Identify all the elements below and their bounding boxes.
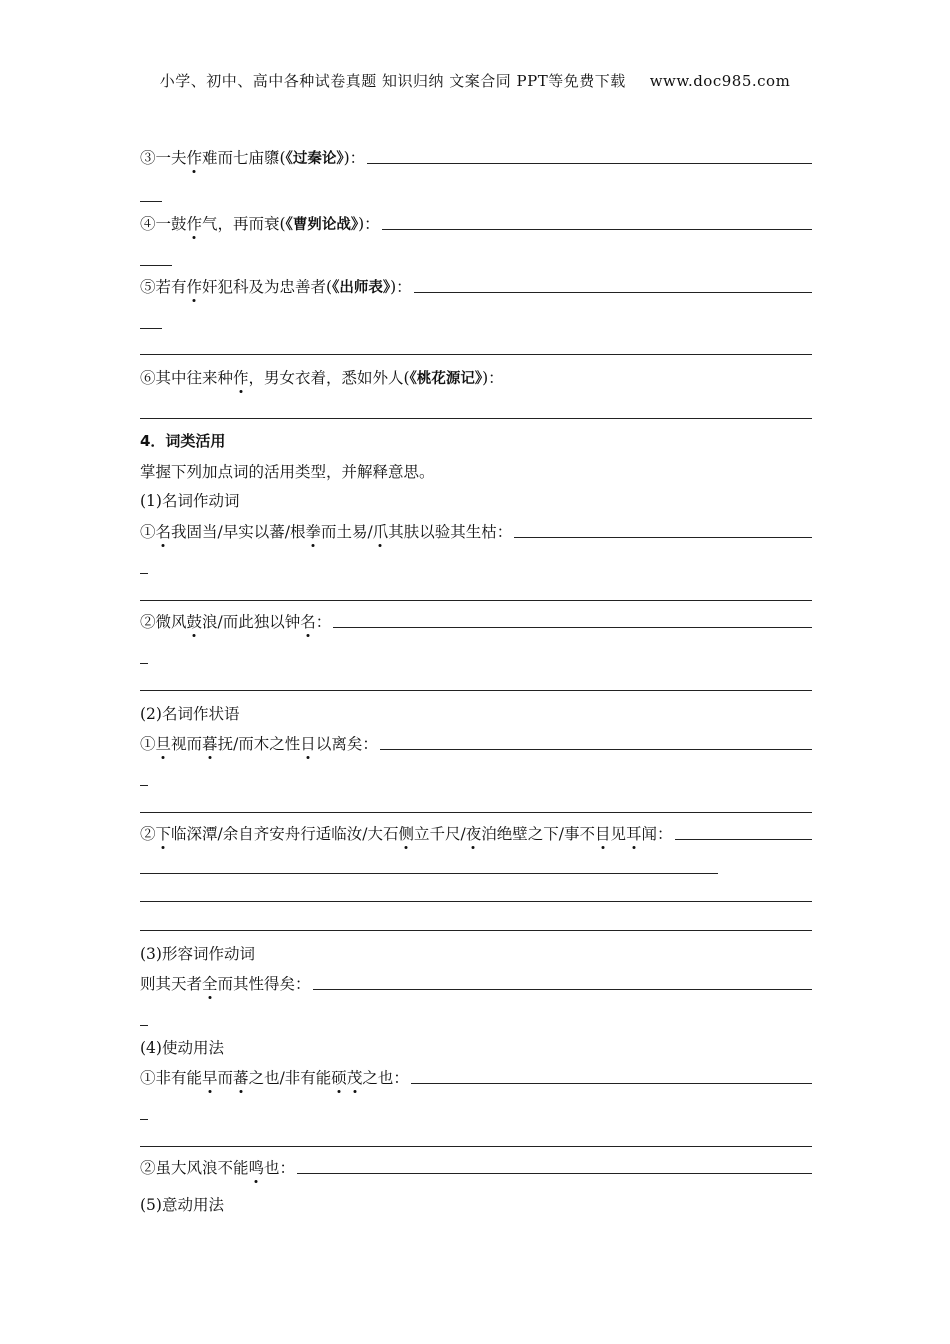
answer-line[interactable] <box>140 812 812 813</box>
dotted-char: 日 <box>300 735 316 753</box>
subsection-title: (2)名词作状语 <box>140 705 240 723</box>
answer-blank-continuation[interactable] <box>140 873 718 874</box>
answer-line[interactable] <box>140 418 812 419</box>
dotted-char: 早 <box>202 1069 218 1087</box>
q-text: 而 <box>217 1069 234 1087</box>
item-text: ⑥其中往来种 <box>140 369 234 387</box>
q-text: 浪/而此独以钟 <box>202 613 301 631</box>
answer-line[interactable] <box>140 690 812 691</box>
instruction: 掌握下列加点词的活用类型，并解释意思。 <box>140 463 435 481</box>
dotted-char: 拳 <box>305 523 321 541</box>
item-text: ⑤若有 <box>140 278 187 296</box>
answer-line[interactable] <box>140 354 812 355</box>
question <box>140 730 812 756</box>
item-5 <box>140 273 812 299</box>
item-text: )： <box>358 215 380 233</box>
item-4 <box>140 210 812 236</box>
item-text: 气，再而衰( <box>202 215 286 233</box>
question <box>140 1064 812 1090</box>
dotted-char: 硕 <box>331 1069 347 1087</box>
answer-blank-continuation[interactable] <box>140 265 172 266</box>
dotted-char: 名 <box>155 523 172 541</box>
dotted-char: 旦 <box>155 735 172 753</box>
item-3 <box>140 144 812 170</box>
q-text: 临深潭/余自齐安舟行适临汝/大石 <box>171 825 399 843</box>
dotted-char: 目 <box>594 825 611 843</box>
source-title: 《过秦论》 <box>285 151 344 167</box>
dotted-char: 蕃 <box>233 1069 249 1087</box>
answer-blank-continuation[interactable] <box>140 785 148 786</box>
subsection-title: (1)名词作动词 <box>140 492 240 510</box>
q-text: 则其天者 <box>140 975 203 993</box>
answer-line[interactable] <box>140 930 812 931</box>
answer-line[interactable] <box>140 600 812 601</box>
item-text: )： <box>343 149 366 167</box>
q-text: 见 <box>610 825 627 843</box>
dotted-char: 作 <box>186 215 203 233</box>
answer-blank[interactable] <box>414 291 812 293</box>
q-text: ① <box>140 523 156 541</box>
item-6 <box>140 366 504 388</box>
header-text: 小学、初中、高中各种试卷真题 知识归纳 文案合同 PPT等免费下载 <box>159 72 626 90</box>
subsection-title: (3)形容词作动词 <box>140 945 255 963</box>
header-site: www.doc985.com <box>649 72 791 90</box>
q-text: ① <box>140 735 156 753</box>
subsection-title: (5)意动用法 <box>140 1196 224 1214</box>
dotted-char: 耳 <box>626 825 642 843</box>
item-text: )： <box>482 369 504 387</box>
dotted-char: 作 <box>186 149 203 167</box>
subsection-title: (4)使动用法 <box>140 1039 224 1057</box>
answer-line[interactable] <box>140 901 812 902</box>
q-text: ①非有能 <box>140 1069 203 1087</box>
q-text: 抚/而木之性 <box>217 735 301 753</box>
question <box>140 970 812 996</box>
item-text: )： <box>390 278 412 296</box>
q-text: ②虽大风浪不能 <box>140 1159 249 1177</box>
dotted-char: 作 <box>233 369 249 387</box>
question <box>140 1154 812 1180</box>
answer-blank[interactable] <box>514 536 812 538</box>
q-text: 而土易/ <box>321 523 373 541</box>
dotted-char: 茂 <box>346 1069 363 1087</box>
page-header <box>0 70 950 91</box>
source-title: 《出师表》 <box>332 280 391 296</box>
item-text: ，男女衣着，悉如外人( <box>248 369 410 387</box>
q-text: 之也： <box>362 1069 409 1087</box>
q-text: ② <box>140 825 156 843</box>
dotted-char: 下 <box>155 825 172 843</box>
q-text: 其肤以验其生枯： <box>388 523 513 541</box>
answer-blank[interactable] <box>411 1082 812 1084</box>
question <box>140 608 812 634</box>
question <box>140 518 812 544</box>
dotted-char: 作 <box>186 278 203 296</box>
dotted-char: 全 <box>202 975 218 993</box>
dotted-char: 侧 <box>398 825 414 843</box>
q-text: 也： <box>264 1159 296 1177</box>
item-text: 难而七庙隳( <box>202 149 286 167</box>
dotted-char: 暮 <box>202 735 218 753</box>
answer-blank[interactable] <box>675 838 812 840</box>
q-text: 我固当/早实以蕃/根 <box>171 523 306 541</box>
answer-blank-continuation[interactable] <box>140 1025 148 1026</box>
item-text: ④一鼓 <box>140 215 187 233</box>
q-text: 视而 <box>171 735 203 753</box>
answer-blank[interactable] <box>333 626 812 628</box>
q-text: 立千尺/ <box>414 825 466 843</box>
q-text: ： <box>315 613 332 631</box>
question <box>140 820 812 846</box>
q-text: 闻： <box>641 825 673 843</box>
answer-blank-continuation[interactable] <box>140 1119 148 1120</box>
source-title: 《桃花源记》 <box>409 371 483 387</box>
q-text: 以离矣： <box>315 735 378 753</box>
dotted-char: 鸣 <box>248 1159 265 1177</box>
answer-blank-continuation[interactable] <box>140 201 162 202</box>
item-text: ③一夫 <box>140 149 187 167</box>
answer-blank-continuation[interactable] <box>140 573 148 574</box>
dotted-char: 爪 <box>372 523 389 541</box>
section-title: 4．词类活用 <box>140 432 226 450</box>
answer-blank[interactable] <box>367 162 812 164</box>
answer-blank[interactable] <box>380 748 812 750</box>
q-text: 泊绝壁之下/事不 <box>481 825 595 843</box>
answer-line[interactable] <box>140 1146 812 1147</box>
answer-blank[interactable] <box>297 1172 812 1174</box>
dotted-char: 鼓 <box>186 613 203 631</box>
dotted-char: 名 <box>300 613 316 631</box>
answer-blank-continuation[interactable] <box>140 328 162 329</box>
source-title: 《曹刿论战》 <box>285 217 359 233</box>
answer-blank[interactable] <box>382 228 812 230</box>
q-text: ②微风 <box>140 613 187 631</box>
dotted-char: 夜 <box>465 825 482 843</box>
q-text: 之也/非有能 <box>248 1069 332 1087</box>
answer-blank[interactable] <box>313 988 812 990</box>
item-text: 奸犯科及为忠善者( <box>202 278 333 296</box>
answer-blank-continuation[interactable] <box>140 663 148 664</box>
q-text: 而其性得矣： <box>217 975 311 993</box>
